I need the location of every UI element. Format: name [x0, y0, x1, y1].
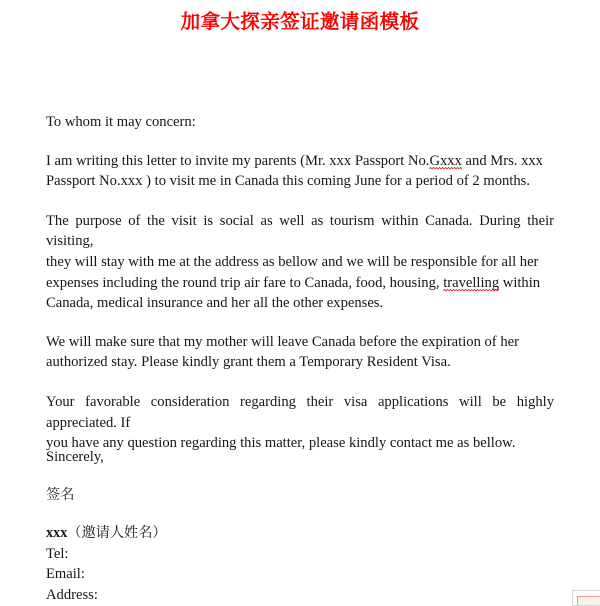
paragraph-2-line-3: they will stay with me at the address as bellow and we will be responsible for all her — [46, 253, 539, 270]
paragraph-2-line-4-part-a: expenses including the round trip air fare to Canada, food, housing, — [46, 274, 444, 291]
page-title: 加拿大探亲签证邀请函模板 — [180, 10, 420, 33]
paragraph-2-line-4-part-b: within — [499, 274, 541, 291]
signer-name-cjk: （邀请人姓名） — [67, 525, 167, 542]
spacer — [46, 505, 446, 523]
salutation — [46, 112, 554, 133]
signature-block — [46, 447, 446, 606]
tel-label: Tel: — [46, 545, 69, 562]
email-label: Email: — [46, 566, 85, 583]
signer-name-latin: xxx — [46, 525, 68, 542]
paragraph-1-part-b: and Mrs. xxx Passport No.xxx ) to visit me in Canada this coming June for a period of 2 months. — [46, 152, 543, 190]
spacer — [46, 133, 554, 151]
clipped-image-placeholder-icon — [572, 590, 600, 606]
paragraph-1 — [46, 151, 554, 192]
paragraph-2-line-5: Canada, medical insurance and her all the other expenses. — [46, 295, 384, 312]
address-label: Address: — [46, 586, 98, 603]
paragraph-3-line-2: authorized stay. Please kindly grant them a Temporary Resident Visa. — [46, 354, 451, 371]
paragraph-4 — [46, 392, 554, 454]
paragraph-3-line-1: We will make sure that my mother will leave Canada before the expiration of her — [46, 333, 519, 350]
misspelled-word-gxxx: Gxxx — [429, 152, 462, 169]
signer-name-line — [46, 523, 446, 544]
letter-body — [46, 112, 554, 454]
spacer — [46, 468, 446, 485]
paragraph-1-part-a: I am writing this letter to invite my parents (Mr. xxx Passport No. — [46, 152, 430, 169]
salutation-text: To whom it may concern: — [46, 114, 196, 130]
paragraph-3 — [46, 332, 554, 373]
placeholder-inner-box — [577, 596, 600, 606]
paragraph-4-line-3: you have any question regarding this matter, please kindly contact me as bellow. — [46, 435, 516, 452]
misspelled-word-travelling: travelling — [443, 274, 500, 291]
paragraph-2 — [46, 211, 554, 314]
spacer — [46, 373, 554, 392]
paragraph-4-line-2: appreciated. If — [46, 414, 131, 431]
paragraph-2-line-1: The purpose of the visit is social as well as tourism within Canada. During their — [46, 212, 554, 229]
spacer — [46, 192, 554, 211]
signature-label: 签名 — [46, 486, 75, 503]
closing: Sincerely, — [46, 449, 104, 465]
spacer — [46, 314, 554, 332]
paragraph-2-line-2: visiting, — [46, 233, 94, 250]
paragraph-4-line-1: Your favorable consideration regarding their visa applications will be highly — [46, 393, 554, 410]
